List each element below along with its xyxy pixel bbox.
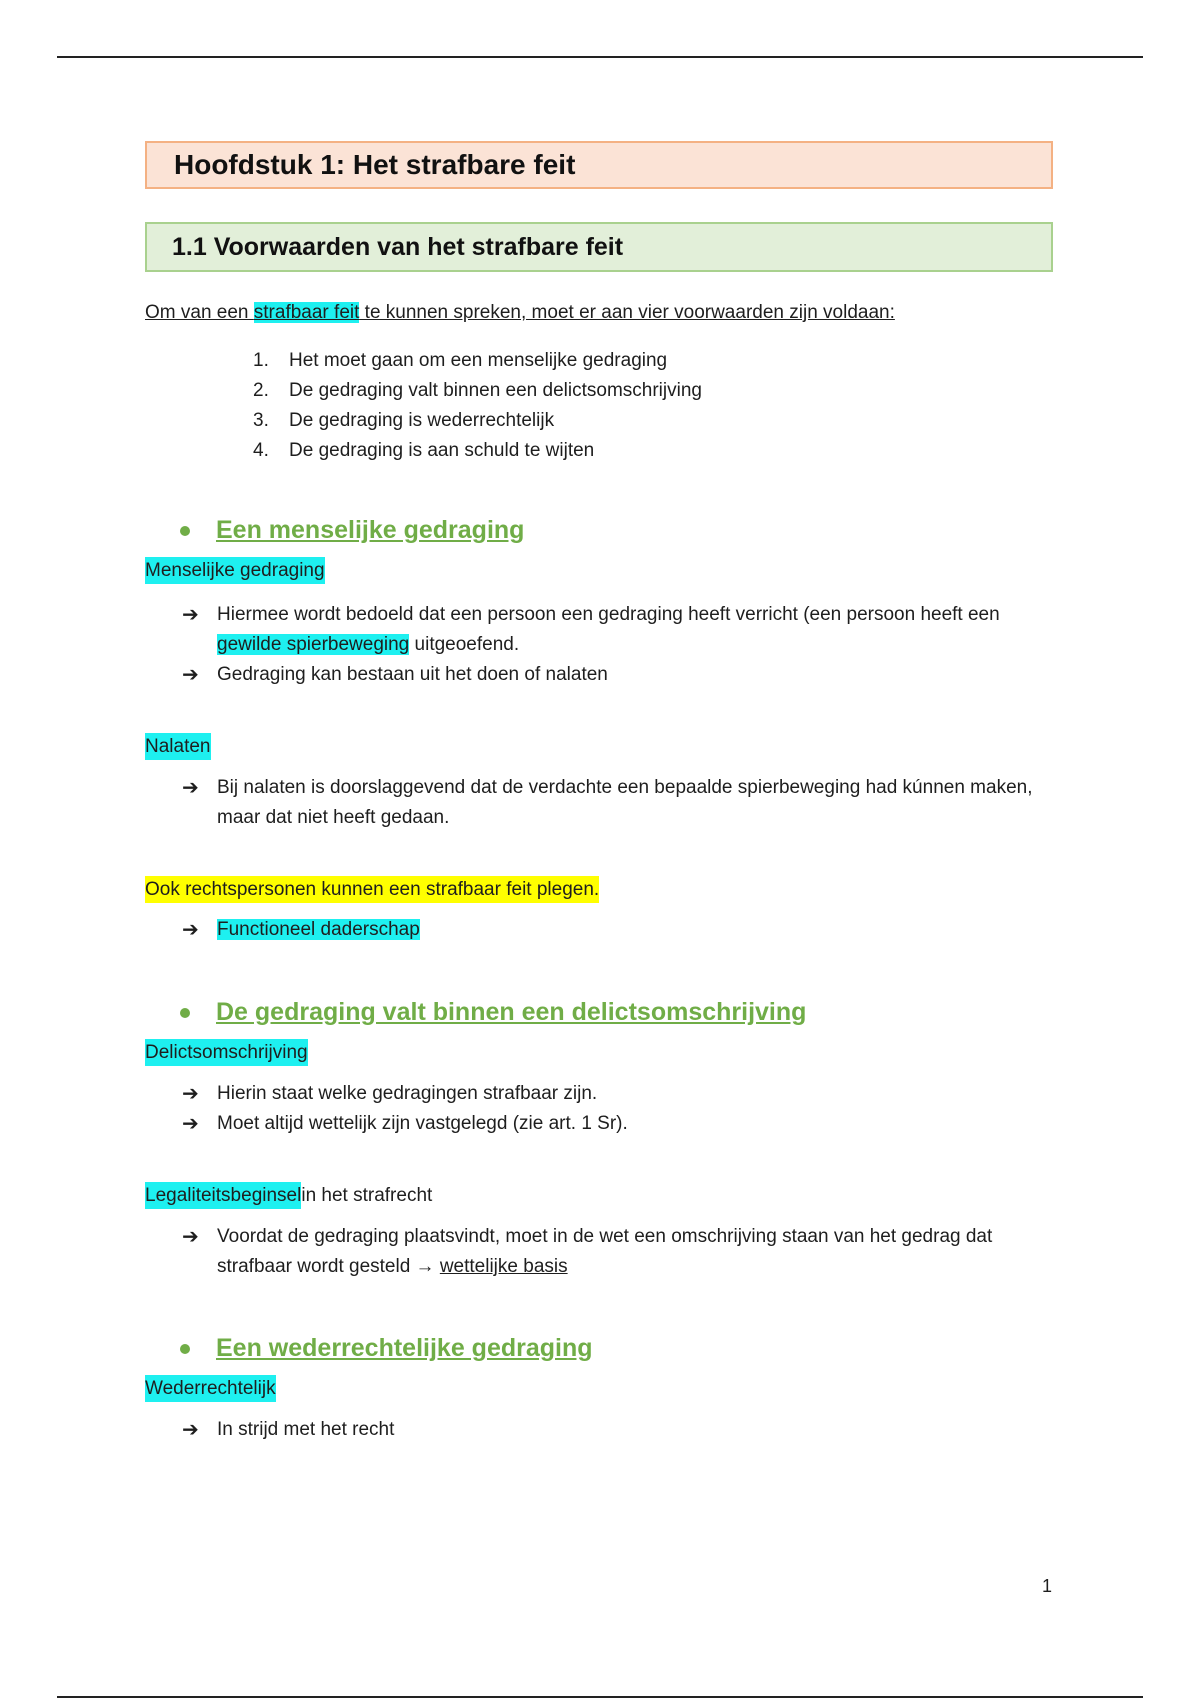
list-text: De gedraging is wederrechtelijk [289, 410, 555, 431]
page-content [145, 141, 1053, 1445]
label-text-after: in het strafrecht [301, 1185, 433, 1206]
intro-text-after: te kunnen spreken, moet er aan vier voorwaarden zijn voldaan: [359, 302, 895, 323]
list-item [253, 376, 1053, 406]
section-1-title: Een menselijke gedraging [216, 516, 525, 544]
arrow-icon: ➔ [182, 777, 199, 799]
arrow-icon: ➔ [182, 664, 199, 686]
bullet-icon [180, 1008, 190, 1018]
section-2-heading [180, 998, 1053, 1027]
list-item [182, 660, 1053, 690]
list-item [253, 436, 1053, 466]
section-3-title: Een wederrechtelijke gedraging [216, 1334, 593, 1362]
section-2-title: De gedraging valt binnen een delictsomschrijving [216, 998, 807, 1026]
list-text: Hierin staat welke gedragingen strafbaar zijn. [217, 1083, 598, 1104]
list-item [182, 773, 1053, 833]
section-heading [145, 222, 1053, 272]
list-text: In strijd met het recht [217, 1419, 395, 1440]
list-number: 4. [253, 440, 269, 461]
list-item [253, 346, 1053, 376]
chapter-title: Hoofdstuk 1: Het strafbare feit [174, 149, 576, 180]
highlight-text: Functioneel daderschap [217, 919, 420, 940]
label-legaliteitsbeginsel [145, 1182, 1053, 1209]
list-text: Bij nalaten is doorslaggevend dat de verdachte een bepaalde spierbeweging had kúnnen maken, maar dat niet heeft gedaan. [217, 777, 1033, 828]
intro-highlight: strafbaar feit [253, 302, 360, 323]
conditions-list [145, 346, 1053, 466]
text-after: uitgeoefend. [409, 634, 520, 655]
list-item [182, 1109, 1053, 1139]
section-title: 1.1 Voorwaarden van het strafbare feit [172, 232, 624, 261]
list-item [182, 1222, 1053, 1282]
arrow-icon: ➔ [182, 604, 199, 626]
text-before: Voordat de gedraging plaatsvindt, moet in de wet een omschrijving staan van het gedrag dat strafbaar wordt gesteld → [217, 1226, 993, 1277]
list-text: Moet altijd wettelijk zijn vastgelegd (zie art. 1 Sr). [217, 1113, 628, 1134]
list-item [182, 600, 1053, 660]
list-text: De gedraging valt binnen een delictsomschrijving [289, 380, 702, 401]
section-1-heading [180, 516, 1053, 545]
bullet-icon [180, 1344, 190, 1354]
arrow-icon: ➔ [182, 1226, 199, 1248]
header-rule [57, 56, 1143, 58]
underlined-text: wettelijke basis [439, 1256, 568, 1277]
list-text [217, 600, 1053, 660]
label-delictsomschrijving: Delictsomschrijving [145, 1039, 308, 1066]
list-text: Gedraging kan bestaan uit het doen of nalaten [217, 664, 608, 685]
list-text: De gedraging is aan schuld te wijten [289, 440, 595, 461]
text-before: Hiermee wordt bedoeld dat een persoon een gedraging heeft verricht (een persoon heeft een [217, 604, 1000, 625]
footer-rule [57, 1696, 1143, 1698]
highlight-text: gewilde spierbeweging [217, 634, 410, 655]
section-3-heading [180, 1334, 1053, 1363]
list-item [182, 1079, 1053, 1109]
intro-text-before: Om van een [145, 302, 254, 323]
chapter-heading [145, 141, 1053, 189]
list-number: 3. [253, 410, 269, 431]
page-number: 1 [1042, 1576, 1053, 1596]
highlight-text: Legaliteitsbeginsel [145, 1182, 301, 1209]
bullet-icon [180, 526, 190, 536]
list-number: 2. [253, 380, 269, 401]
label-wederrechtelijk: Wederrechtelijk [145, 1375, 276, 1402]
intro-paragraph [145, 302, 1053, 324]
label-nalaten: Nalaten [145, 733, 211, 760]
note-rechtspersonen: Ook rechtspersonen kunnen een strafbaar feit plegen. [145, 876, 599, 903]
list-item [253, 406, 1053, 436]
list-item [182, 915, 1053, 945]
list-text: Het moet gaan om een menselijke gedraging [289, 350, 668, 371]
arrow-icon: ➔ [182, 1083, 199, 1105]
arrow-icon: ➔ [182, 919, 199, 941]
arrow-icon: ➔ [182, 1419, 199, 1441]
list-number: 1. [253, 350, 269, 371]
list-text [217, 1222, 1053, 1282]
list-item [182, 1415, 1053, 1445]
arrow-icon: ➔ [182, 1113, 199, 1135]
label-menselijke-gedraging: Menselijke gedraging [145, 557, 325, 584]
